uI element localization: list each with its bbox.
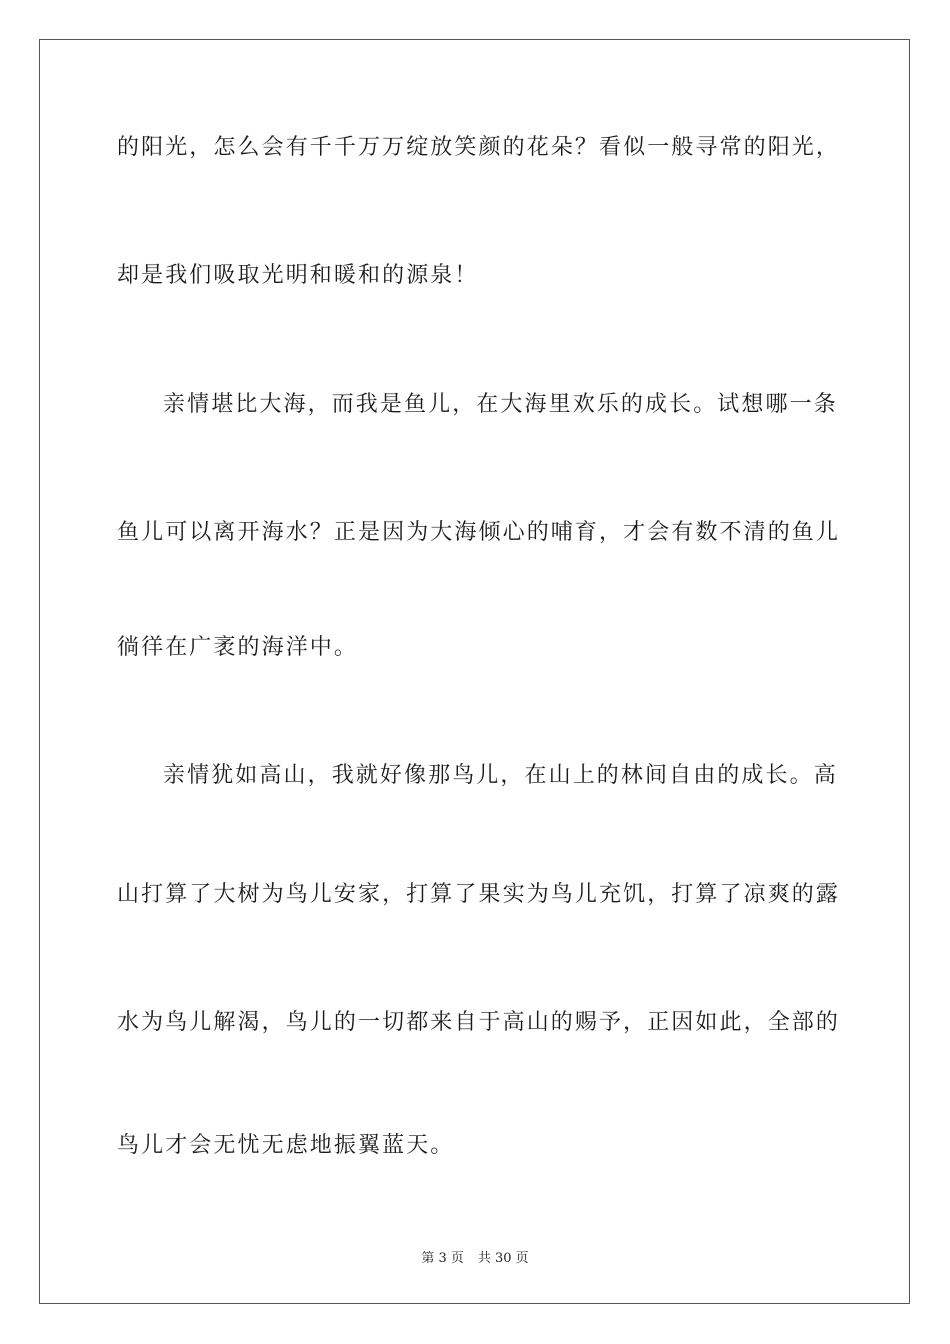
text-line: 的阳光，怎么会有千千万万绽放笑颜的花朵？看似一般寻常的阳光， xyxy=(117,135,841,160)
paragraph-first-line: 亲情犹如高山，我就好像那鸟儿，在山上的林间自由的成长。高 xyxy=(163,763,838,788)
page-border xyxy=(39,39,910,1304)
total-page-count: 共 30 页 xyxy=(477,1251,529,1266)
current-page-number: 第 3 页 xyxy=(421,1251,464,1266)
text-line: 山打算了大树为鸟儿安家，打算了果实为鸟儿充饥，打算了凉爽的露 xyxy=(117,882,841,907)
text-line: 却是我们吸取光明和暖和的源泉！ xyxy=(117,263,479,288)
paragraph-first-line: 亲情堪比大海，而我是鱼儿，在大海里欢乐的成长。试想哪一条 xyxy=(163,392,838,417)
text-line: 鱼儿可以离开海水？正是因为大海倾心的哺育，才会有数不清的鱼儿 xyxy=(117,520,841,545)
text-line: 徜徉在广袤的海洋中。 xyxy=(117,635,359,660)
page-footer xyxy=(0,1247,950,1266)
text-line: 水为鸟儿解渴，鸟儿的一切都来自于高山的赐予，正因如此，全部的 xyxy=(117,1010,841,1035)
text-line: 鸟儿才会无忧无虑地振翼蓝天。 xyxy=(117,1133,455,1158)
